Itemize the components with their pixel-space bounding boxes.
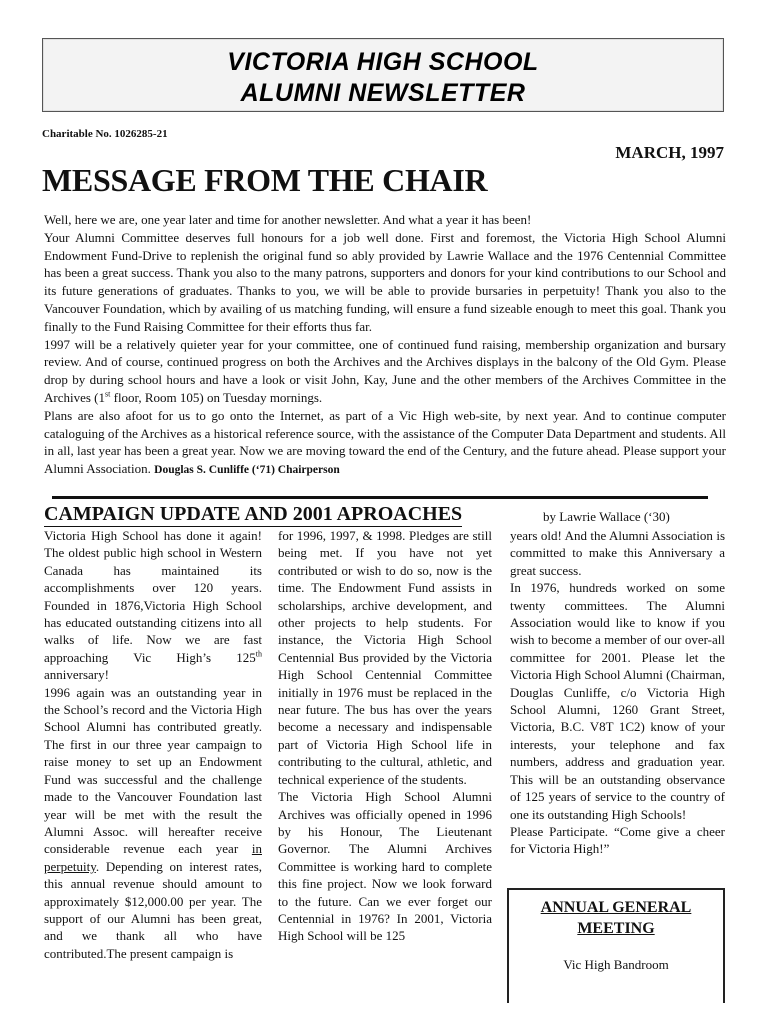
ordinal-suffix: st bbox=[105, 389, 111, 399]
annual-general-meeting-box bbox=[507, 888, 725, 1003]
agm-heading bbox=[509, 897, 723, 939]
column-3-paragraph-2: In 1976, hundreds worked on some twenty committees. The Alumni Association would like to know if you wish to become a member of our over-all committee for 2001. Please let the Victoria High School Alumni (Chairman, Douglas Cunliffe, c/o Victoria High School Alumni, 1260 Grant Street, Victoria, B.C. V8T 1C2) know of your interests, your telephone and fax numbers, address and graduation year. This will be an outstanding observance of 125 years of service to the country of one its outstanding High Schools! bbox=[510, 580, 725, 822]
column-1-paragraph-1-text: Victoria High School has done it again! The oldest public high school in Western Canada has maintained its accomplishments over 120 years. Founded in 1876,Victoria High School has educated outstanding citizens into all walks of life. Now we are fast approaching Vic High’s 125 bbox=[44, 528, 262, 665]
column-1-paragraph-2-text: 1996 again was an outstanding year in the School’s record and the Victoria High School Alumni has contributed greatly. The first in our three year campaign to raise money to set up an Endowment Fund was successful and the challenge made to the Vancouver Foundation last year will be met with the result the Alumni Assoc. will hereafter receive considerable revenue each year bbox=[44, 684, 262, 857]
issue-date: MARCH, 1997 bbox=[615, 143, 724, 162]
chair-signature: Douglas S. Cunliffe (‘71) Chairperson bbox=[154, 464, 340, 477]
charitable-number: Charitable No. 1026285-21 bbox=[42, 128, 168, 140]
column-3-paragraph-3: Please Participate. “Come give a cheer for Victoria High!” bbox=[510, 823, 725, 857]
column-2-paragraph-1: for 1996, 1997, & 1998. Pledges are still being met. If you have not yet contributed or wish to do so, now is the time. The Endowment Fund assists in scholarships, archive development, and other projects to help students. For instance, the Victoria High School Centennial Bus provided by the Victoria High School Centennial Committee initially in 1976 must be replaced in the near future. The bus has over the years become a necessary and indispensable part of Victoria High School life in contributing to the cultural, athletic, and technical experience of the students. bbox=[278, 528, 492, 787]
chair-paragraph-1: Well, here we are, one year later and time for another newsletter. And what a year it has been! bbox=[44, 212, 532, 227]
agm-heading-line-2: MEETING bbox=[577, 920, 655, 937]
ordinal-suffix: th bbox=[255, 649, 262, 659]
column-3-paragraph-1: years old! And the Alumni Association is committed to make this Anniversary a great success. bbox=[510, 528, 725, 578]
campaign-byline: by Lawrie Wallace (‘30) bbox=[543, 509, 670, 524]
masthead-line-2: ALUMNI NEWSLETTER bbox=[240, 79, 526, 107]
chair-paragraph-2: Your Alumni Committee deserves full honours for a job well done. First and foremost, the Victoria High School Alumni Endowment Fund-Drive to replenish the original fund so ably provided by Lawrie Wallace and the 1976 Centennial Committee has been a great success. Thank you also to the many patrons, supporters and donors for your kind contributions to our School and its future generations of graduates. Thanks to you, we will be able to provide bursaries in perpetuity! Thank you also to the Vancouver Foundation, which by availing of us matching funding, will ensure a fund sizeable enough to meet this goal. Thank you finally to the Fund Raising Committee for their efforts thus far. bbox=[44, 229, 726, 334]
chair-paragraph-4 bbox=[44, 407, 726, 480]
chair-paragraph-3-text-end: floor, Room 105) on Tuesday mornings. bbox=[110, 389, 323, 405]
campaign-column-2 bbox=[278, 527, 492, 945]
campaign-column-1 bbox=[44, 527, 262, 962]
column-1-paragraph-1-end: anniversary! bbox=[44, 667, 109, 683]
chair-message-body bbox=[44, 211, 726, 480]
section-divider bbox=[52, 496, 708, 499]
chair-paragraph-3 bbox=[44, 336, 726, 407]
column-1-paragraph-1 bbox=[44, 527, 262, 684]
campaign-column-3 bbox=[510, 527, 725, 858]
newsletter-masthead bbox=[42, 38, 724, 112]
campaign-heading: CAMPAIGN UPDATE AND 2001 APROACHES bbox=[44, 503, 463, 525]
column-1-paragraph-2-end: . Depending on interest rates, this annual revenue should amount to approximately $12,000.00 per year. The support of our Alumni has been great, and we thank all who have contributed.The present campaign is bbox=[44, 858, 262, 961]
column-2-paragraph-2: The Victoria High School Alumni Archives was officially opened in 1996 by his Honour, The Lieutenant Governor. The Alumni Archives Committee is working hard to complete this fine project. Now we look forward to the future. Can we ever forget our Centennial in 1976? In 2001, Victoria High School will be 125 bbox=[278, 789, 492, 944]
column-1-paragraph-2 bbox=[44, 684, 262, 963]
chair-paragraph-4-text: Plans are also afoot for us to go onto the Internet, as part of a Vic High web-site, by next year. And to continue computer cataloguing of the Archives as a historical reference source, with the assistance of the Computer Data Department and students. All in all, last year has been a great year. Now we are moving toward the end of the Century, and the future ahead. Please support your Alumni Association. bbox=[44, 407, 726, 477]
chair-paragraph-3-text: 1997 will be a relatively quieter year for your committee, one of continued fund raising, membership organization and bursary review. And of course, continued progress on both the Archives and the Archives displays in the balcony of the Old Gym. Please drop by during school hours and have a look or visit John, Kay, June and the other members of the Archives Committee in the Archives (1 bbox=[44, 336, 726, 405]
masthead-line-1: VICTORIA HIGH SCHOOL bbox=[227, 48, 539, 76]
agm-heading-line-1: ANNUAL GENERAL bbox=[540, 899, 692, 916]
chair-message-heading: MESSAGE FROM THE CHAIR bbox=[42, 162, 488, 198]
agm-location: Vic High Bandroom bbox=[563, 957, 669, 972]
in-perpetuity-underlined: in perpetuity bbox=[44, 841, 262, 874]
